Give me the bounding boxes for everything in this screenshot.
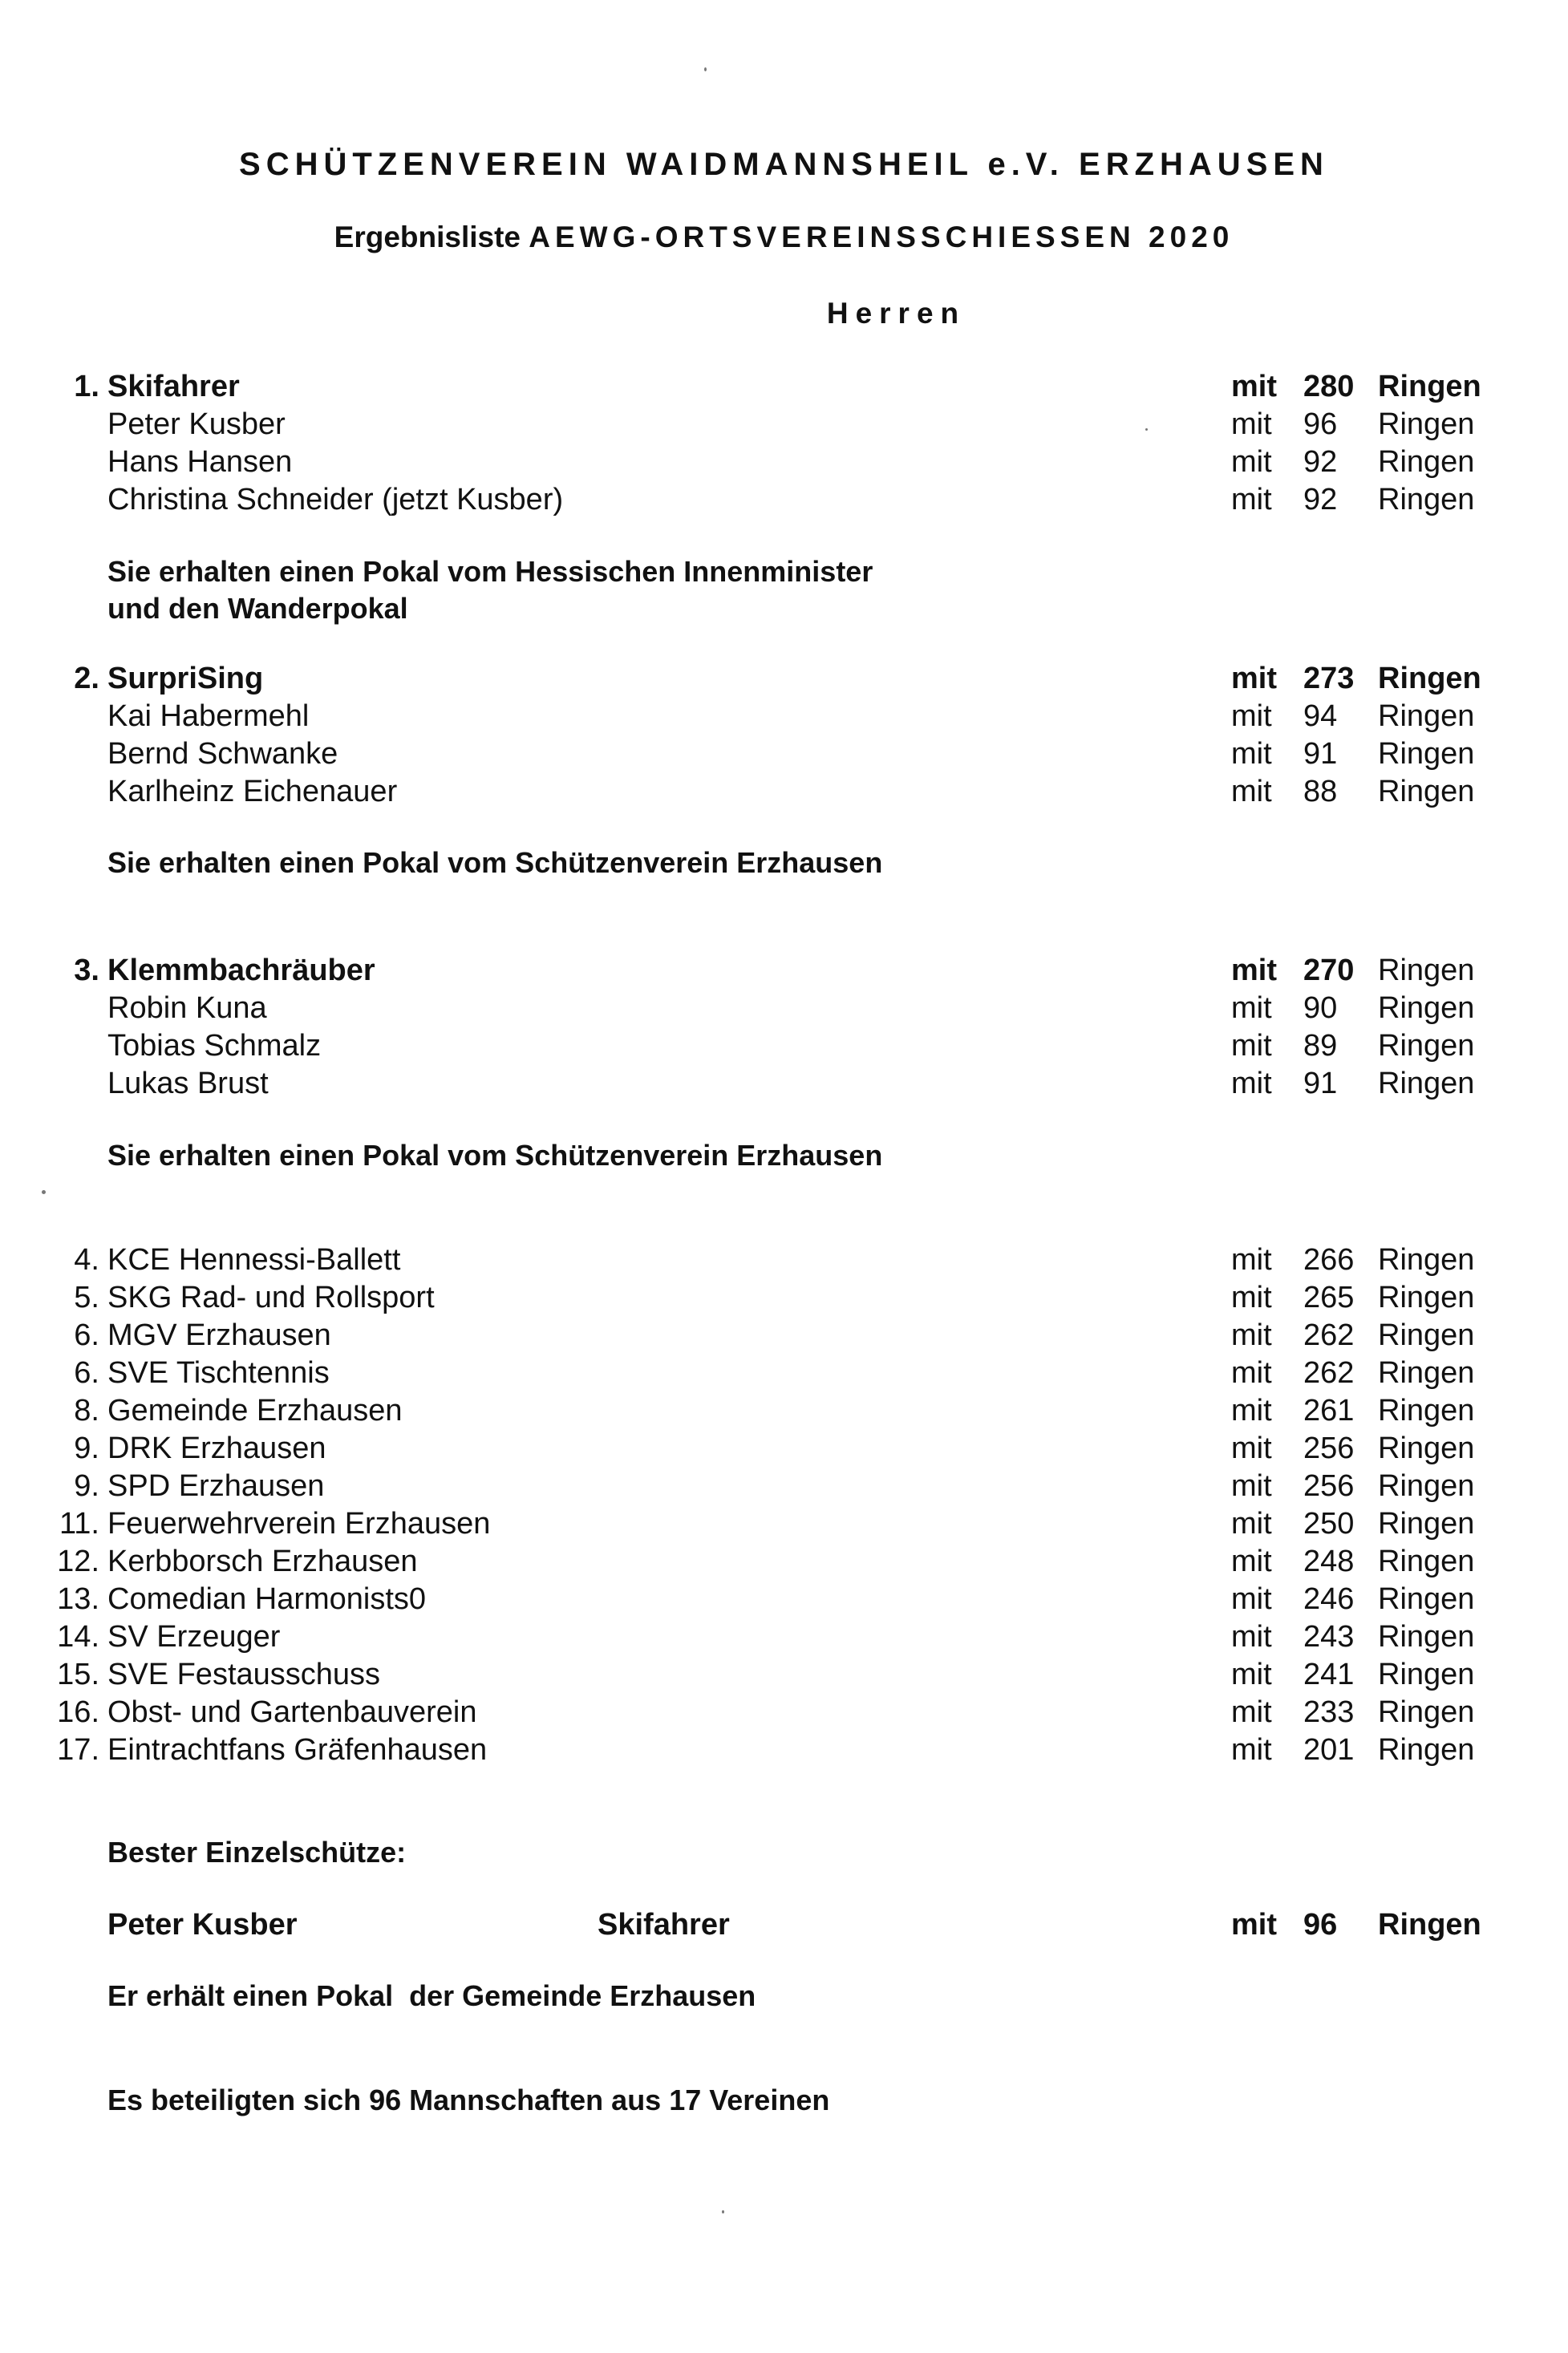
rank: 1.	[74, 370, 99, 403]
team-row-2	[0, 659, 1568, 698]
result-row	[0, 1467, 1568, 1505]
award-note: Sie erhalten einen Pokal vom Schützenverein Erzhausen	[107, 1139, 883, 1172]
team-name: MGV Erzhausen	[107, 1318, 331, 1352]
ringen-label: Ringen	[1378, 1356, 1475, 1390]
mit-label: mit	[1231, 483, 1272, 516]
best-shooter-team: Skifahrer	[598, 1908, 730, 1942]
mit-label: mit	[1231, 1243, 1272, 1277]
mit-label: mit	[1231, 1733, 1272, 1767]
ringen-label: Ringen	[1378, 1620, 1475, 1654]
result-row	[0, 1655, 1568, 1694]
member-row	[0, 480, 1568, 519]
mit-label: mit	[1231, 1394, 1272, 1428]
member-name: Lukas Brust	[107, 1067, 269, 1100]
result-row	[0, 1542, 1568, 1581]
team-name: SurpriSing	[107, 662, 264, 695]
mit-label: mit	[1231, 662, 1277, 695]
team-row-3	[0, 951, 1568, 990]
category-heading: Herren	[826, 297, 966, 330]
member-name: Bernd Schwanke	[107, 737, 338, 771]
ringen-label: Ringen	[1378, 1582, 1475, 1616]
member-score: 89	[1303, 1029, 1338, 1063]
best-shooter-award: Er erhält einen Pokal der Gemeinde Erzhausen	[107, 1979, 756, 2012]
rank: 5.	[74, 1281, 99, 1314]
member-row	[0, 772, 1568, 811]
mit-label: mit	[1231, 1432, 1272, 1465]
team-name: KCE Hennessi-Ballett	[107, 1243, 401, 1277]
mit-label: mit	[1231, 1067, 1272, 1100]
member-score: 91	[1303, 1067, 1338, 1100]
mit-label: mit	[1231, 1582, 1272, 1616]
member-score: 94	[1303, 699, 1338, 733]
scan-speck	[722, 2210, 724, 2213]
team-name: Feuerwehrverein Erzhausen	[107, 1507, 491, 1541]
mit-label: mit	[1231, 1029, 1272, 1063]
mit-label: mit	[1231, 407, 1272, 441]
member-row	[0, 1064, 1568, 1103]
team-score: 270	[1303, 954, 1355, 987]
ringen-label: Ringen	[1378, 445, 1475, 479]
team-name: Gemeinde Erzhausen	[107, 1394, 403, 1428]
ringen-label: Ringen	[1378, 1394, 1475, 1428]
member-score: 92	[1303, 483, 1338, 516]
team-score: 262	[1303, 1318, 1355, 1352]
ringen-label: Ringen	[1378, 991, 1475, 1025]
mit-label: mit	[1231, 954, 1277, 987]
ringen-label: Ringen	[1378, 954, 1475, 987]
rank: 2.	[74, 662, 99, 695]
award-note-continued: und den Wanderpokal	[107, 592, 408, 625]
member-row	[0, 697, 1568, 735]
result-row	[0, 1693, 1568, 1731]
team-score: 233	[1303, 1695, 1355, 1729]
rank: 17.	[57, 1733, 99, 1767]
rank: 11.	[59, 1507, 99, 1541]
ringen-label: Ringen	[1378, 1067, 1475, 1100]
result-row	[0, 1278, 1568, 1317]
member-score: 91	[1303, 737, 1338, 771]
member-name: Peter Kusber	[107, 407, 286, 441]
ringen-label: Ringen	[1378, 1432, 1475, 1465]
rank: 6.	[74, 1318, 99, 1352]
ringen-label: Ringen	[1378, 1545, 1475, 1578]
mit-label: mit	[1231, 1545, 1272, 1578]
result-row	[0, 1316, 1568, 1355]
best-shooter-row	[0, 1905, 1568, 1944]
award-note: Sie erhalten einen Pokal vom Hessischen Innenminister	[107, 555, 873, 588]
mit-label: mit	[1231, 1281, 1272, 1314]
ringen-label: Ringen	[1378, 1469, 1475, 1503]
scan-speck	[1145, 428, 1148, 431]
rank: 6.	[74, 1356, 99, 1390]
rank: 4.	[74, 1243, 99, 1277]
result-row	[0, 1429, 1568, 1468]
club-name: SCHÜTZENVEREIN WAIDMANNSHEIL e.V. ERZHAUSEN	[239, 147, 1329, 182]
team-score: 273	[1303, 662, 1355, 695]
team-name: Kerbborsch Erzhausen	[107, 1545, 418, 1578]
team-name: SPD Erzhausen	[107, 1469, 325, 1503]
rank: 16.	[57, 1695, 99, 1729]
ringen-label: Ringen	[1378, 1733, 1475, 1767]
member-score: 90	[1303, 991, 1338, 1025]
member-name: Kai Habermehl	[107, 699, 310, 733]
ringen-label: Ringen	[1378, 1658, 1475, 1691]
rank: 3.	[74, 954, 99, 987]
mit-label: mit	[1231, 775, 1272, 808]
best-shooter-score: 96	[1303, 1908, 1338, 1942]
result-row	[0, 1391, 1568, 1430]
team-score: 248	[1303, 1545, 1355, 1578]
rank: 15.	[57, 1658, 99, 1691]
team-row-1	[0, 367, 1568, 406]
event-name: AEWG-ORTSVEREINSSCHIESSEN 2020	[529, 221, 1234, 253]
mit-label: mit	[1231, 737, 1272, 771]
rank: 9.	[74, 1469, 99, 1503]
result-row	[0, 1618, 1568, 1656]
mit-label: mit	[1231, 699, 1272, 733]
member-name: Tobias Schmalz	[107, 1029, 322, 1063]
mit-label: mit	[1231, 1620, 1272, 1654]
rank: 9.	[74, 1432, 99, 1465]
member-row	[0, 405, 1568, 443]
team-score: 243	[1303, 1620, 1355, 1654]
team-score: 262	[1303, 1356, 1355, 1390]
team-score: 256	[1303, 1469, 1355, 1503]
team-score: 280	[1303, 370, 1355, 403]
scan-speck	[704, 67, 707, 71]
best-shooter-name: Peter Kusber	[107, 1908, 298, 1942]
team-name: Eintrachtfans Gräfenhausen	[107, 1733, 488, 1767]
ringen-label: Ringen	[1378, 1507, 1475, 1541]
team-name: SV Erzeuger	[107, 1620, 281, 1654]
ringen-label: Ringen	[1378, 699, 1475, 733]
team-score: 201	[1303, 1733, 1355, 1767]
event-prefix: Ergebnisliste	[334, 221, 521, 253]
result-row	[0, 1354, 1568, 1392]
result-row	[0, 1580, 1568, 1618]
team-score: 256	[1303, 1432, 1355, 1465]
team-name: SVE Festausschuss	[107, 1658, 381, 1691]
participation-summary: Es beteiligten sich 96 Mannschaften aus 17 Vereinen	[107, 2084, 830, 2116]
ringen-label: Ringen	[1378, 370, 1481, 403]
mit-label: mit	[1231, 1908, 1277, 1942]
result-row	[0, 1241, 1568, 1279]
team-score: 265	[1303, 1281, 1355, 1314]
mit-label: mit	[1231, 1658, 1272, 1691]
team-score: 266	[1303, 1243, 1355, 1277]
ringen-label: Ringen	[1378, 407, 1475, 441]
mit-label: mit	[1231, 1356, 1272, 1390]
member-row	[0, 1027, 1568, 1065]
rank: 13.	[57, 1582, 99, 1616]
ringen-label: Ringen	[1378, 775, 1475, 808]
team-score: 241	[1303, 1658, 1355, 1691]
ringen-label: Ringen	[1378, 1695, 1475, 1729]
member-score: 96	[1303, 407, 1338, 441]
member-name: Robin Kuna	[107, 991, 267, 1025]
team-name: Comedian Harmonists0	[107, 1582, 427, 1616]
ringen-label: Ringen	[1378, 1908, 1481, 1942]
mit-label: mit	[1231, 1318, 1272, 1352]
member-score: 88	[1303, 775, 1338, 808]
team-name: Skifahrer	[107, 370, 240, 403]
rank: 12.	[57, 1545, 99, 1578]
ringen-label: Ringen	[1378, 1318, 1475, 1352]
rank: 8.	[74, 1394, 99, 1428]
award-note: Sie erhalten einen Pokal vom Schützenverein Erzhausen	[107, 846, 883, 879]
member-name: Hans Hansen	[107, 445, 293, 479]
ringen-label: Ringen	[1378, 1029, 1475, 1063]
member-name: Karlheinz Eichenauer	[107, 775, 398, 808]
ringen-label: Ringen	[1378, 1243, 1475, 1277]
member-row	[0, 989, 1568, 1027]
member-name: Christina Schneider (jetzt Kusber)	[107, 483, 564, 516]
result-row	[0, 1505, 1568, 1543]
member-row	[0, 735, 1568, 773]
mit-label: mit	[1231, 991, 1272, 1025]
best-shooter-heading: Bester Einzelschütze:	[107, 1836, 407, 1869]
result-row	[0, 1731, 1568, 1769]
ringen-label: Ringen	[1378, 737, 1475, 771]
team-name: Klemmbachräuber	[107, 954, 375, 987]
team-name: DRK Erzhausen	[107, 1432, 326, 1465]
ringen-label: Ringen	[1378, 662, 1481, 695]
ringen-label: Ringen	[1378, 1281, 1475, 1314]
team-score: 250	[1303, 1507, 1355, 1541]
event-title	[0, 221, 1568, 254]
team-score: 261	[1303, 1394, 1355, 1428]
team-name: SVE Tischtennis	[107, 1356, 330, 1390]
member-row	[0, 443, 1568, 481]
mit-label: mit	[1231, 1469, 1272, 1503]
team-score: 246	[1303, 1582, 1355, 1616]
team-name: SKG Rad- und Rollsport	[107, 1281, 435, 1314]
mit-label: mit	[1231, 1507, 1272, 1541]
member-score: 92	[1303, 445, 1338, 479]
mit-label: mit	[1231, 370, 1277, 403]
scan-speck	[42, 1190, 46, 1194]
mit-label: mit	[1231, 445, 1272, 479]
team-name: Obst- und Gartenbauverein	[107, 1695, 477, 1729]
ringen-label: Ringen	[1378, 483, 1475, 516]
mit-label: mit	[1231, 1695, 1272, 1729]
rank: 14.	[57, 1620, 99, 1654]
